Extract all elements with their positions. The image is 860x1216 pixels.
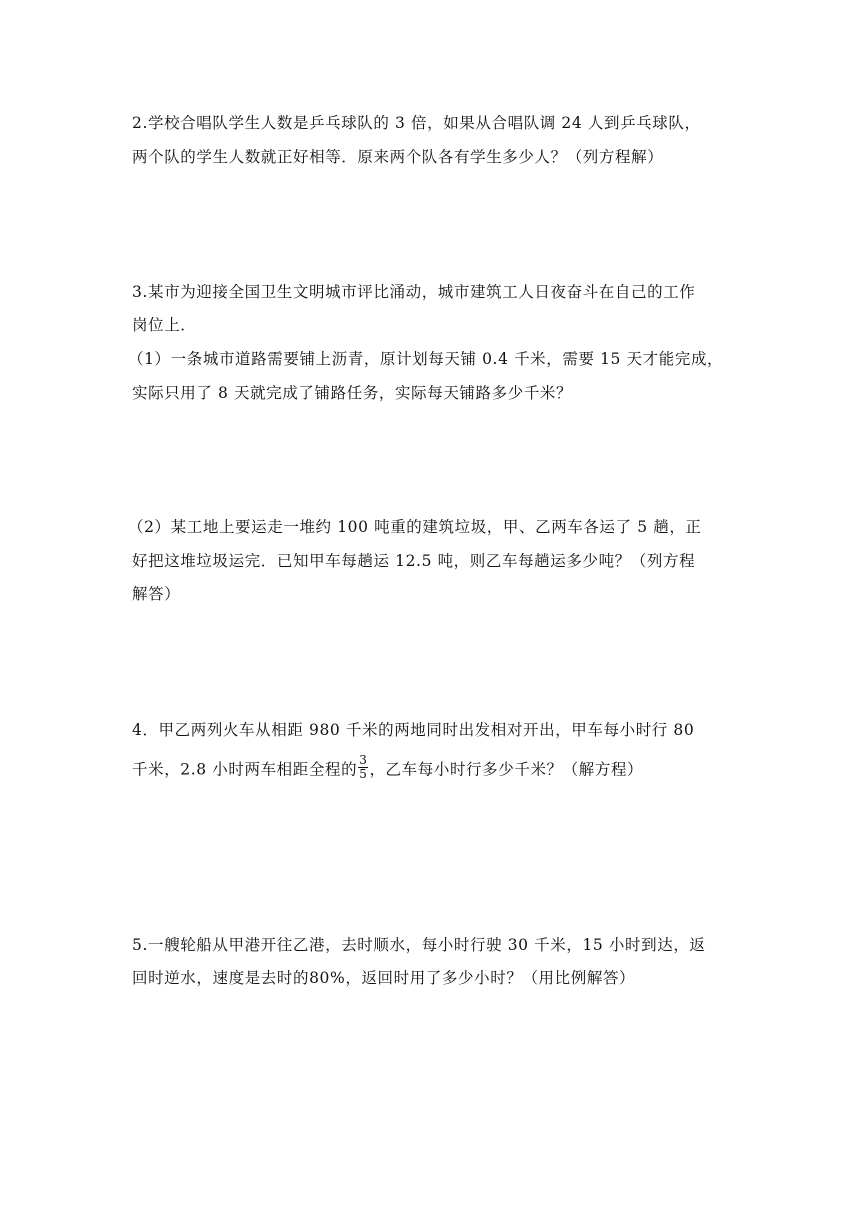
q4-line-2-text-before: 千米，2.8 小时两车相距全程的 (132, 760, 358, 779)
q3-part1-line-1: （1）一条城市道路需要铺上沥青，原计划每天铺 0.4 千米，需要 15 天才能完成， (128, 350, 724, 368)
q3-part2-line-3: 解答） (132, 585, 181, 603)
fraction-three-fifths (358, 754, 368, 781)
q2-line-2: 两个队的学生人数就正好相等．原来两个队各有学生多少人？（列方程解） (132, 148, 664, 166)
q3-line-1: 3.某市为迎接全国卫生文明城市评比涌动，城市建筑工人日夜奋斗在自己的工作 (132, 283, 696, 301)
q4-line-2 (132, 753, 732, 784)
q3-part2-line-2: 好把这堆垃圾运完．已知甲车每趟运 12.5 吨，则乙车每趟运多少吨？（列方程 (132, 552, 696, 570)
q4-line-2-text-after: ，乙车每小时行多少千米？（解方程） (369, 760, 644, 779)
fraction-numerator: 3 (359, 753, 368, 767)
q2-line-1: 2.学校合唱队学生人数是乒乓球队的 3 倍，如果从合唱队调 24 人到乒乓球队， (132, 114, 701, 132)
q5-line-2: 回时逆水，速度是去时的80%，返回时用了多少小时？（用比例解答） (132, 969, 636, 987)
q5-line-1: 5.一艘轮船从甲港开往乙港，去时顺水，每小时行驶 30 千米，15 小时到达，返 (132, 936, 706, 954)
q3-line-2: 岗位上． (132, 316, 197, 334)
q4-line-1: 4．甲乙两列火车从相距 980 千米的两地同时出发相对开出，甲车每小时行 80 (132, 721, 695, 739)
fraction-denominator: 5 (359, 767, 368, 781)
q3-part2-line-1: （2）某工地上要运走一堆约 100 吨重的建筑垃圾，甲、乙两车各运了 5 趟，正 (128, 518, 702, 536)
q3-part1-line-2: 实际只用了 8 天就完成了铺路任务，实际每天铺路多少千米？ (132, 384, 573, 402)
